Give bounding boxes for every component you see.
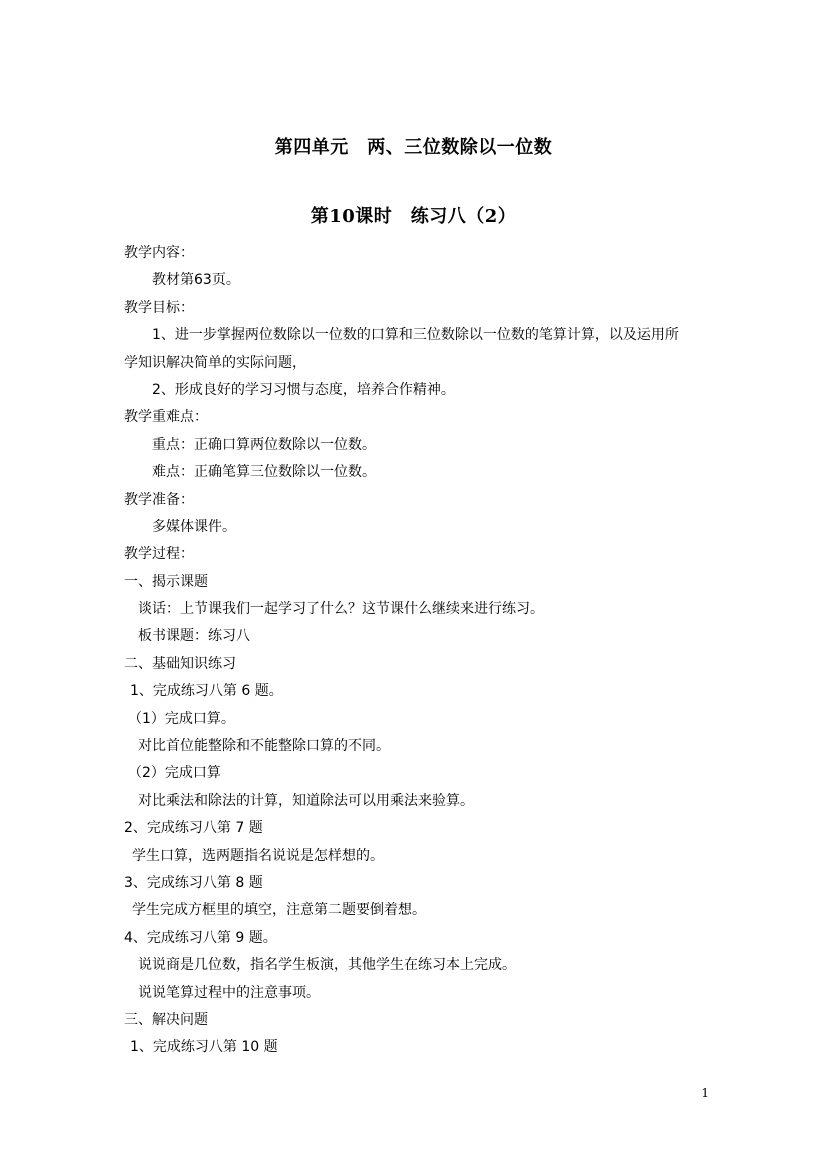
text-line: 2、形成良好的学习习惯与态度，培养合作精神。 (152, 381, 455, 398)
text-line: 教学内容： (124, 245, 194, 261)
text-line: 教学重难点： (124, 409, 208, 426)
text-line: 教学目标： (124, 299, 194, 316)
text-line: 谈话：上节课我们一起学习了什么？这节课什么继续来进行练习。 (138, 601, 544, 618)
text-line: 2、完成练习八第 7 题 (124, 820, 263, 837)
text-line: 1、完成练习八第 10 题 (130, 1039, 278, 1056)
text-line: 多媒体课件。 (152, 518, 236, 535)
text-line: 1、完成练习八第 6 题。 (130, 683, 283, 700)
text-line: 教材第63页。 (152, 272, 240, 289)
text-line: 教学准备： (124, 491, 194, 508)
page-number: 1 (701, 1086, 709, 1100)
lesson-title: 第10课时 练习八（2） (310, 206, 517, 227)
text-line: （1）完成口算。 (128, 710, 235, 727)
text-line: 教学过程： (124, 546, 194, 563)
text-line: 4、完成练习八第 9 题。 (124, 929, 277, 946)
text-line: 重点：正确口算两位数除以一位数。 (152, 436, 376, 453)
text-line: 说说笔算过程中的注意事项。 (138, 984, 320, 1001)
text-line: 三、解决问题 (124, 1011, 208, 1028)
text-line: 难点：正确笔算三位数除以一位数。 (152, 464, 376, 481)
text-line: 3、完成练习八第 8 题 (124, 874, 263, 891)
text-line: 板书课题：练习八 (138, 628, 250, 645)
text-line: （2）完成口算 (128, 765, 221, 782)
text-line: 学生口算，选两题指名说说是怎样想的。 (132, 847, 384, 864)
unit-title: 第四单元 两、三位数除以一位数 (274, 137, 553, 158)
text-line: 一、揭示课题 (124, 573, 208, 590)
text-line: 学生完成方框里的填空，注意第二题要倒着想。 (132, 902, 426, 919)
text-line: 对比首位能整除和不能整除口算的不同。 (138, 738, 390, 755)
text-line: 学知识解决简单的实际问题， (124, 354, 306, 371)
text-line: 1、进一步掌握两位数除以一位数的口算和三位数除以一位数的笔算计算，以及运用所 (152, 327, 679, 344)
text-line: 对比乘法和除法的计算，知道除法可以用乘法来验算。 (138, 792, 474, 809)
text-line: 说说商是几位数，指名学生板演，其他学生在练习本上完成。 (138, 957, 516, 974)
lesson-body (124, 240, 714, 1062)
text-line: 二、基础知识练习 (124, 655, 236, 672)
